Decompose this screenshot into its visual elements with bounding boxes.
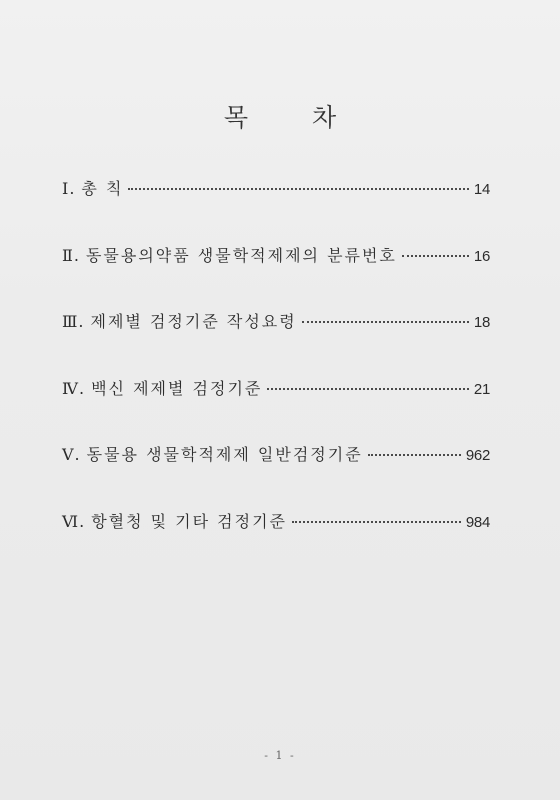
- toc-entry-label: 제제별 검정기준 작성요령: [90, 312, 297, 332]
- toc-entry-number: Ⅴ.: [62, 445, 81, 465]
- toc-entry-number: Ⅵ.: [62, 511, 86, 531]
- toc-entry[interactable]: [62, 376, 490, 402]
- toc-entry-page: 984: [465, 513, 490, 531]
- toc-entry-number: Ⅲ.: [62, 312, 85, 332]
- dot-leader: [128, 188, 469, 190]
- page-number-footer: - 1 -: [264, 749, 296, 762]
- toc-entry-page: 14: [473, 181, 490, 198]
- toc-entry[interactable]: [62, 243, 490, 269]
- dot-leader: [292, 521, 461, 523]
- toc-entry-page: 18: [473, 314, 490, 332]
- toc-entry-number: Ⅳ.: [62, 378, 86, 398]
- toc-entry-page: 21: [473, 380, 490, 398]
- dot-leader: [368, 454, 461, 456]
- dot-leader: [267, 388, 469, 390]
- toc-entry-label: 동물용 생물학적제제 일반검정기준: [86, 445, 363, 465]
- toc-entry[interactable]: [62, 442, 490, 468]
- dot-leader: [402, 255, 469, 257]
- table-of-contents: [62, 176, 490, 576]
- toc-entry-label: 총 칙: [81, 179, 124, 198]
- toc-entry[interactable]: [62, 509, 490, 535]
- toc-entry-number: Ⅰ.: [62, 179, 76, 198]
- page-title: 목 차: [223, 103, 365, 132]
- toc-entry-page: 962: [465, 447, 490, 465]
- dot-leader: [302, 321, 469, 323]
- toc-entry-label: 항혈청 및 기타 검정기준: [91, 511, 288, 531]
- toc-entry-number: Ⅱ.: [62, 245, 80, 265]
- toc-entry[interactable]: [62, 176, 490, 202]
- toc-entry-page: 16: [473, 247, 490, 265]
- toc-entry-label: 동물용의약품 생물학적제제의 분류번호: [85, 245, 397, 265]
- toc-entry-label: 백신 제제별 검정기준: [91, 378, 263, 398]
- toc-entry[interactable]: [62, 309, 490, 335]
